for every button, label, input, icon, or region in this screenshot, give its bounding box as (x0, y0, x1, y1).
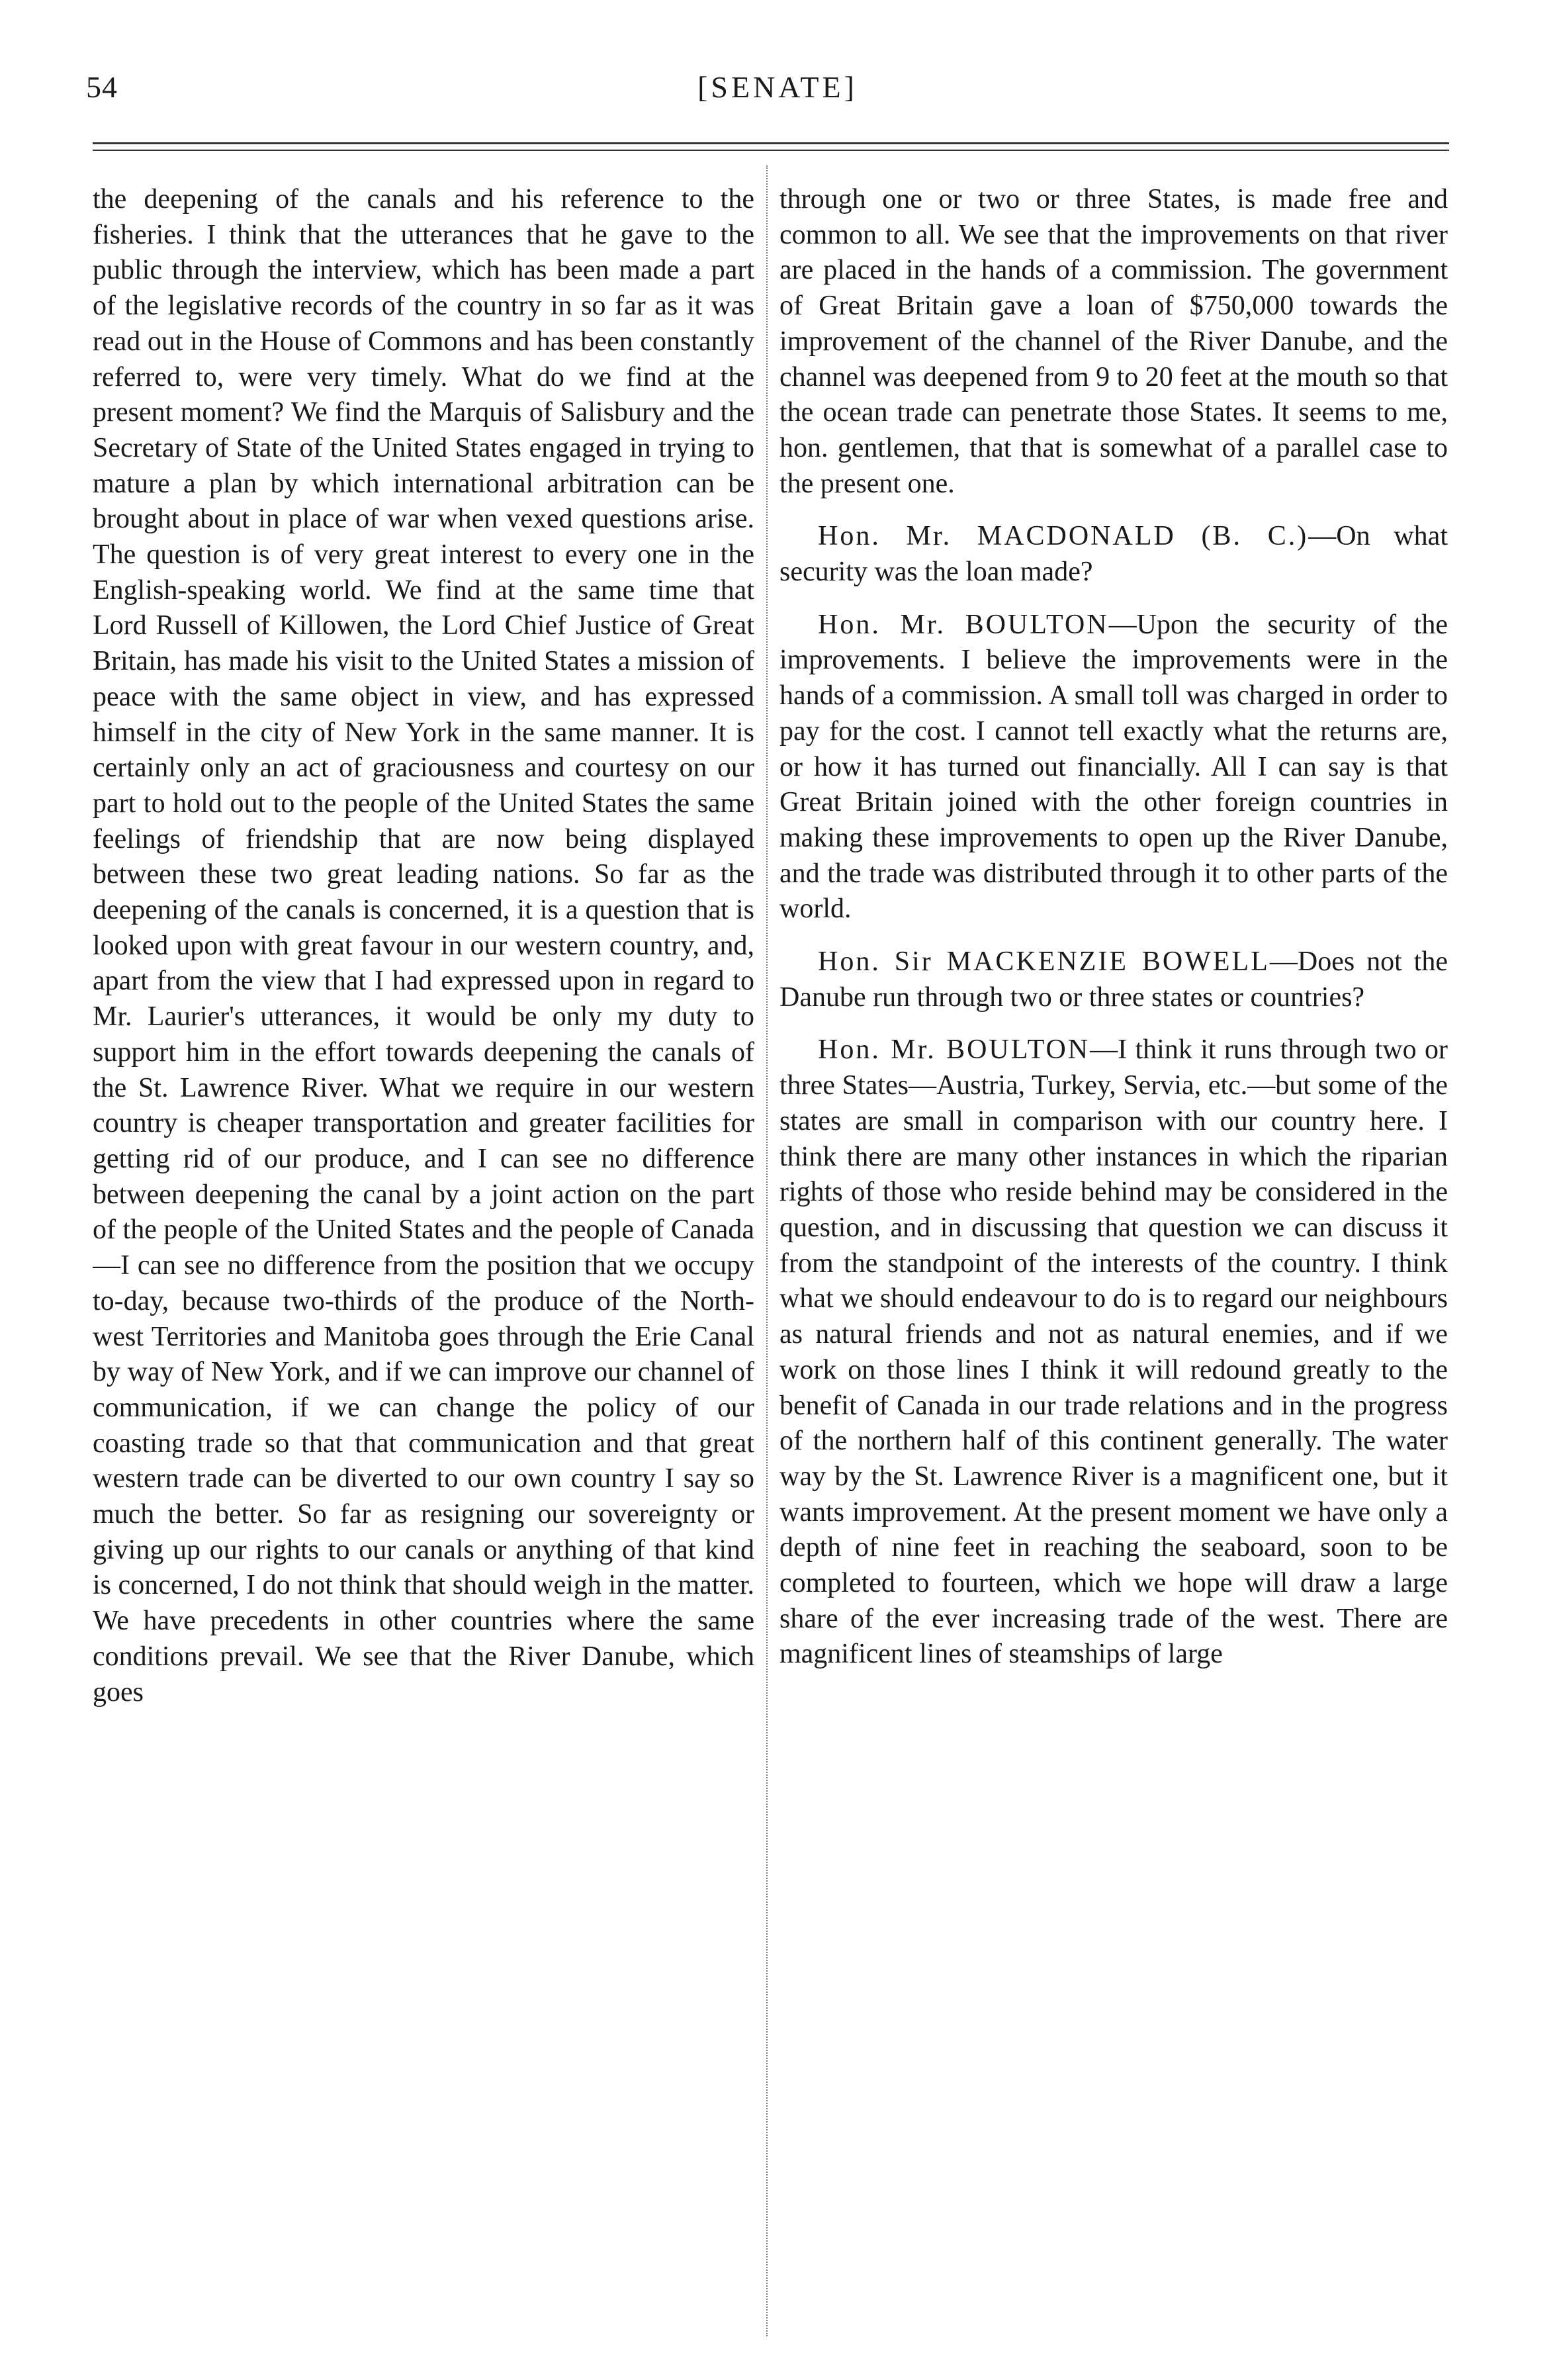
speech-bowell (779, 944, 1448, 1015)
header-rule-top (93, 142, 1449, 144)
page-number: 54 (86, 70, 118, 104)
running-head: [SENATE] (697, 70, 858, 104)
page-header (0, 69, 1555, 122)
speech-text: —I think it runs through two or three States—Austria, Turkey, Servia, etc.—but some of the states are small in comparison with our country here. I think there are many other instances in which the riparian rights of those who reside behind may be considered in the question, and in discussing that question we can discuss it from the standpoint of the interests of the country. I think what we should endeavour to do is to regard our neighbours as natural friends and not as natural enemies, and if we work on those lines I think it will redound greatly to the benefit of Canada in our trade relations and in the progress of the northern half of this continent generally. The water way by the St. Lawrence River is a magnificent one, but it wants improvement. At the present moment we have only a depth of nine feet in reaching the seaboard, soon to be completed to fourteen, which we hope will draw a large share of the ever increasing trade of the west. There are magnificent lines of steamships of large (779, 1034, 1448, 1670)
speech-boulton-1 (779, 608, 1448, 927)
left-paragraph: the deepening of the canals and his reference to the fisheries. I think that the utterances that he gave to the public through the interview, which has been made a part of the legislative records of the country in so far as it was read out in the House of Commons and has been constantly referred to, were very timely. What do we find at the present moment? We find the Marquis of Salisbury and the Secretary of State of the United States engaged in trying to mature a plan by which international arbitration can be brought about in place of war when vexed questions arise. The question is of very great interest to every one in the English-speaking world. We find at the same time that Lord Russell of Killowen, the Lord Chief Justice of Great Britain, has made his visit to the United States a mission of peace with the same object in view, and has expressed himself in the city of New York in the same manner. It is certainly only an act of graciousness and courtesy on our part to hold out to the people of the United States the same feelings of friendship that are now being displayed between these two great leading nations. So far as the deepening of the canals is concerned, it is a question that is looked upon with great favour in our western country, and, apart from the view that I had expressed upon in regard to Mr. Laurier's utterances, it would be only my duty to support him in the effort towards deepening the canals of the St. Lawrence River. What we require in our western country is cheaper transportation and greater facilities for getting rid of our produce, and I can see no difference between deepening the canal by a joint action on the part of the people of the United States and the people of Canada—I can see no difference from the position that we occupy to-day, because two-thirds of the produce of the North-west Territories and Manitoba goes through the Erie Canal by way of New York, and if we can improve our channel of communication, if we can change the policy of our coasting trade so that that communication and that great western trade can be diverted to our own country I say so much the better. So far as resigning our sovereignty or giving up our rights to our canals or anything of that kind is concerned, I do not think that should weigh in the matter. We have precedents in other countries where the same conditions prevail. We see that the River Danube, which goes (93, 184, 754, 1708)
column-divider (766, 165, 768, 2336)
speaker-name: Hon. Sir MACKENZIE BOWELL (818, 946, 1270, 978)
right-continuation-paragraph: through one or two or three States, is made free and common to all. We see that the improvements on that river are placed in the hands of a commission. The government of Great Britain gave a loan of $750,000 towards the improvement of the channel of the River Danube, and the channel was deepened from 9 to 20 feet at the mouth so that the ocean trade can penetrate those States. It seems to me, hon. gentlemen, that that is somewhat of a parallel case to the present one. (779, 184, 1448, 499)
speaker-name: Hon. Mr. BOULTON (818, 1034, 1090, 1066)
speech-text: —Upon the security of the improvements. I believe the improvements were in the hands of a commission. A small toll was charged in order to pay for the cost. I cannot tell exactly what the returns are, or how it has turned out financially. All I can say is that Great Britain joined with the other foreign countries in making these improvements to open up the River Danube, and the trade was distributed through it to other parts of the world. (779, 609, 1448, 925)
speaker-name: Hon. Mr. MACDONALD (B. C.) (818, 521, 1309, 552)
speech-boulton-2 (779, 1032, 1448, 1672)
speech-macdonald (779, 519, 1448, 590)
left-column (93, 182, 754, 2333)
right-column (779, 182, 1448, 2333)
speech-text: —On what security was the loan made? (779, 521, 1448, 588)
speaker-name: Hon. Mr. BOULTON (818, 609, 1109, 640)
header-rule-bottom (93, 150, 1449, 151)
speech-text: —Does not the Danube run through two or three states or countries? (779, 946, 1448, 1013)
